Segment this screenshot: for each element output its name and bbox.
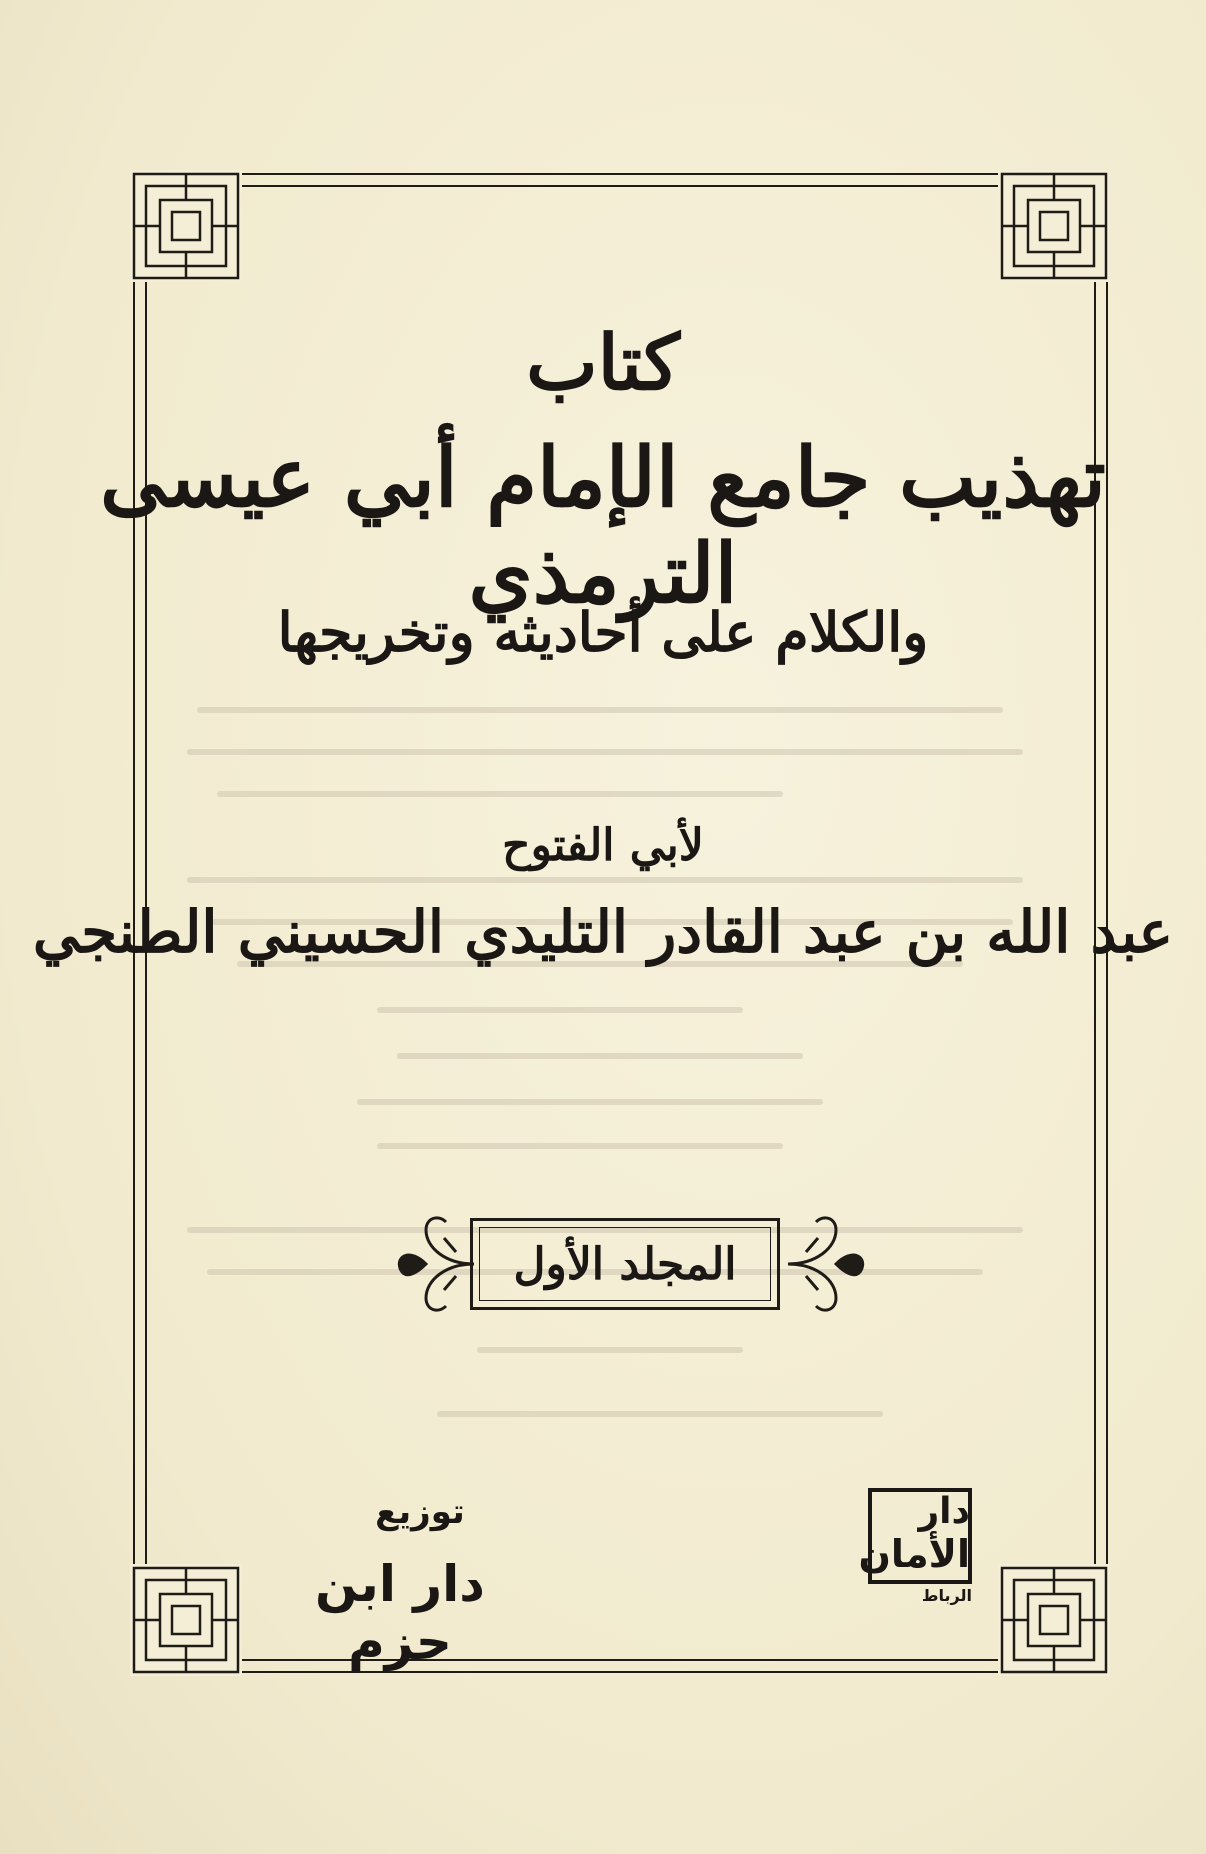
- book-title: تهذيب جامع الإمام أبي عيسى الترمذي: [100, 430, 1106, 622]
- fleur-ornament-left: [386, 1208, 478, 1320]
- publisher-logo-line1: دار: [918, 1491, 970, 1532]
- corner-knot-top-right: [998, 170, 1110, 282]
- volume-plaque: [470, 1218, 780, 1310]
- book-subtitle: والكلام على أحاديثه وتخريجها: [277, 600, 929, 664]
- corner-knot-top-left: [130, 170, 242, 282]
- distribution-label: توزيع: [375, 1492, 465, 1532]
- publisher-logo: [858, 1488, 976, 1606]
- corner-knot-bottom-left: [130, 1564, 242, 1676]
- author-name: عبد الله بن عبد القادر التليدي الحسيني الطنجي: [32, 898, 1174, 966]
- author-prefix: لأبي الفتوح: [502, 820, 704, 871]
- distributor-name: دار ابن حزم: [315, 1555, 485, 1671]
- volume-label: المجلد الأول: [479, 1227, 771, 1301]
- book-label: كتاب: [526, 318, 680, 407]
- corner-knot-bottom-right: [998, 1564, 1110, 1676]
- publisher-logo-city: الرباط: [921, 1586, 972, 1605]
- fleur-ornament-right: [784, 1208, 876, 1320]
- publisher-logo-line2: الأمان: [858, 1532, 970, 1576]
